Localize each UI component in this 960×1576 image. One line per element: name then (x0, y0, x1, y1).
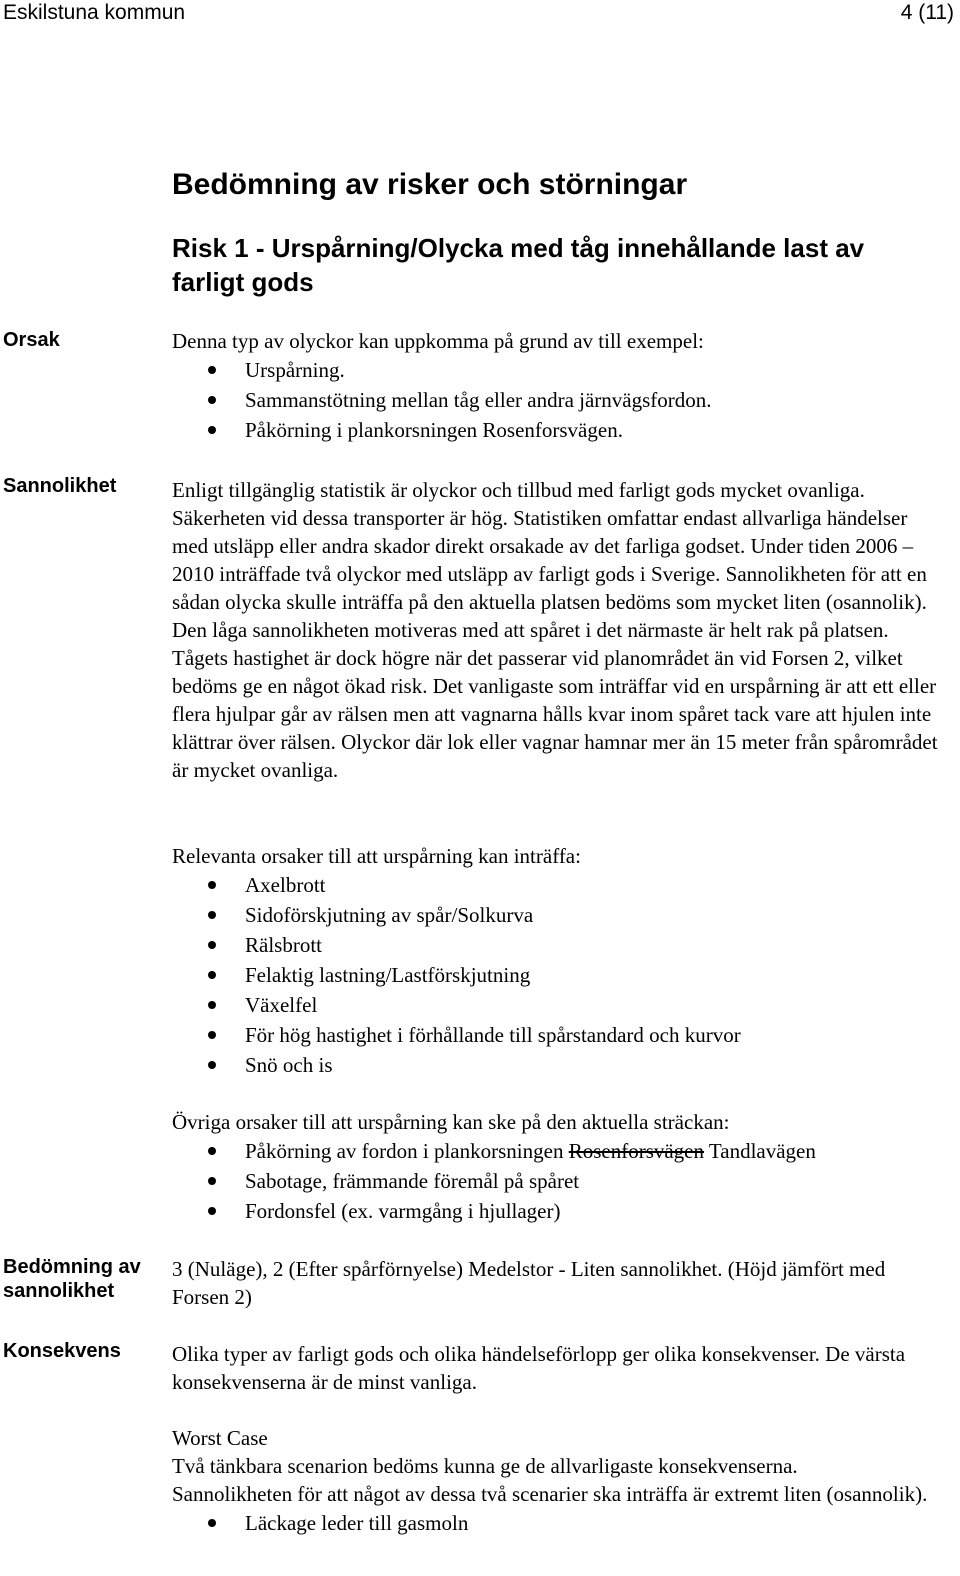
list-item: Fordonsfel (ex. varmgång i hjullager) (172, 1196, 942, 1226)
ovriga-intro: Övriga orsaker till att urspårning kan ske på den aktuella sträckan: (172, 1110, 730, 1134)
worst-case-line1: Två tänkbara scenarion bedöms kunna ge de allvarligaste konsekvenserna. (172, 1454, 798, 1478)
header-page-number: 4 (11) (900, 1, 954, 24)
list-item: För hög hastighet i förhållande till spårstandard och kurvor (172, 1020, 942, 1050)
struck-text: Rosenforsvägen (568, 1139, 705, 1163)
bullet-icon (208, 1177, 216, 1185)
bedomning-text: 3 (Nuläge), 2 (Efter spårförnyelse) Medelstor - Liten sannolikhet. (Höjd jämfört med Forsen 2) (172, 1257, 886, 1309)
label-bedomning: Bedömning av sannolikhet (3, 1256, 141, 1302)
label-orsak: Orsak (3, 329, 60, 351)
relevanta-intro: Relevanta orsaker till att urspårning kan inträffa: (172, 844, 581, 868)
bullet-icon (208, 1001, 216, 1009)
list-item: Rälsbrott (172, 930, 942, 960)
bullet-icon (208, 941, 216, 949)
konsekvens-text: Olika typer av farligt gods och olika händelseförlopp ger olika konsekvenser. De värsta konsekvenserna är de minst vanliga. (172, 1342, 906, 1394)
section-ovriga (172, 1108, 942, 1226)
bullet-icon (208, 971, 216, 979)
list-item: Felaktig lastning/Lastförskjutning (172, 960, 942, 990)
section-orsak (172, 327, 942, 445)
bullet-icon (208, 1519, 216, 1527)
orsak-list (172, 355, 942, 445)
bullet-icon (208, 881, 216, 889)
relevanta-list (172, 870, 942, 1080)
list-item: Urspårning. (172, 355, 942, 385)
section-worst-case (172, 1424, 942, 1538)
ovriga-list (172, 1136, 942, 1226)
bullet-icon (208, 1147, 216, 1155)
list-item: Snö och is (172, 1050, 942, 1080)
label-konsekvens: Konsekvens (3, 1340, 121, 1362)
label-sannolikhet: Sannolikhet (3, 475, 117, 497)
bullet-icon (208, 1061, 216, 1069)
bullet-icon (208, 366, 216, 374)
bullet-icon (208, 426, 216, 434)
orsak-intro: Denna typ av olyckor kan uppkomma på grund av till exempel: (172, 329, 704, 353)
list-item: Sabotage, främmande föremål på spåret (172, 1166, 942, 1196)
list-item: Sammanstötning mellan tåg eller andra järnvägsfordon. (172, 385, 942, 415)
page-title: Bedömning av risker och störningar (172, 168, 688, 201)
list-item: Läckage leder till gasmoln (172, 1508, 942, 1538)
bullet-icon (208, 1031, 216, 1039)
list-item: Sidoförskjutning av spår/Solkurva (172, 900, 942, 930)
bullet-icon (208, 396, 216, 404)
bullet-icon (208, 1207, 216, 1215)
header-organization: Eskilstuna kommun (3, 1, 186, 24)
sannolikhet-paragraph: Enligt tillgänglig statistik är olyckor och tillbud med farligt gods mycket ovanliga. Säkerheten vid dessa transporter är hög. Statistiken omfattar endast allvarliga händelser med utsläpp eller andra skador direkt orsakade av det farliga godset. Under tiden 2006 – 2010 inträffade två olyckor med utsläpp av farligt gods i Sverige. Sannolikheten för att en sådan olycka skulle inträffa på den aktuella platsen bedöms som mycket liten (osannolik). Den låga sannolikheten motiveras med att spåret i det närmaste är helt rak på platsen. Tågets hastighet är dock högre när det passerar vid planområdet än vid Forsen 2, vilket bedöms ge en något ökad risk. Det vanligaste som inträffar vid en urspårning är att ett eller flera hjulpar går av rälsen men att vagnarna hålls kvar inom spåret tack vare att hjulen inte klättrar över rälsen. Olyckor där lok eller vagnar hamnar mer än 15 meter från spårområdet är mycket ovanliga. (172, 478, 938, 782)
section-sannolikhet (172, 476, 942, 784)
list-item: Växelfel (172, 990, 942, 1020)
bullet-icon (208, 911, 216, 919)
worst-case-list (172, 1508, 942, 1538)
section-relevanta (172, 842, 942, 1080)
section-konsekvens (172, 1340, 942, 1396)
worst-case-heading: Worst Case (172, 1426, 268, 1450)
risk-title: Risk 1 - Urspårning/Olycka med tåg innehållande last av farligt gods (172, 233, 865, 297)
list-item: Axelbrott (172, 870, 942, 900)
list-item: Påkörning i plankorsningen Rosenforsvägen. (172, 415, 942, 445)
section-bedomning (172, 1255, 942, 1311)
worst-case-line2: Sannolikheten för att något av dessa två scenarier ska inträffa är extremt liten (osannolik). (172, 1482, 928, 1506)
list-item: Påkörning av fordon i plankorsningen Rosenforsvägen Tandlavägen (172, 1136, 942, 1166)
